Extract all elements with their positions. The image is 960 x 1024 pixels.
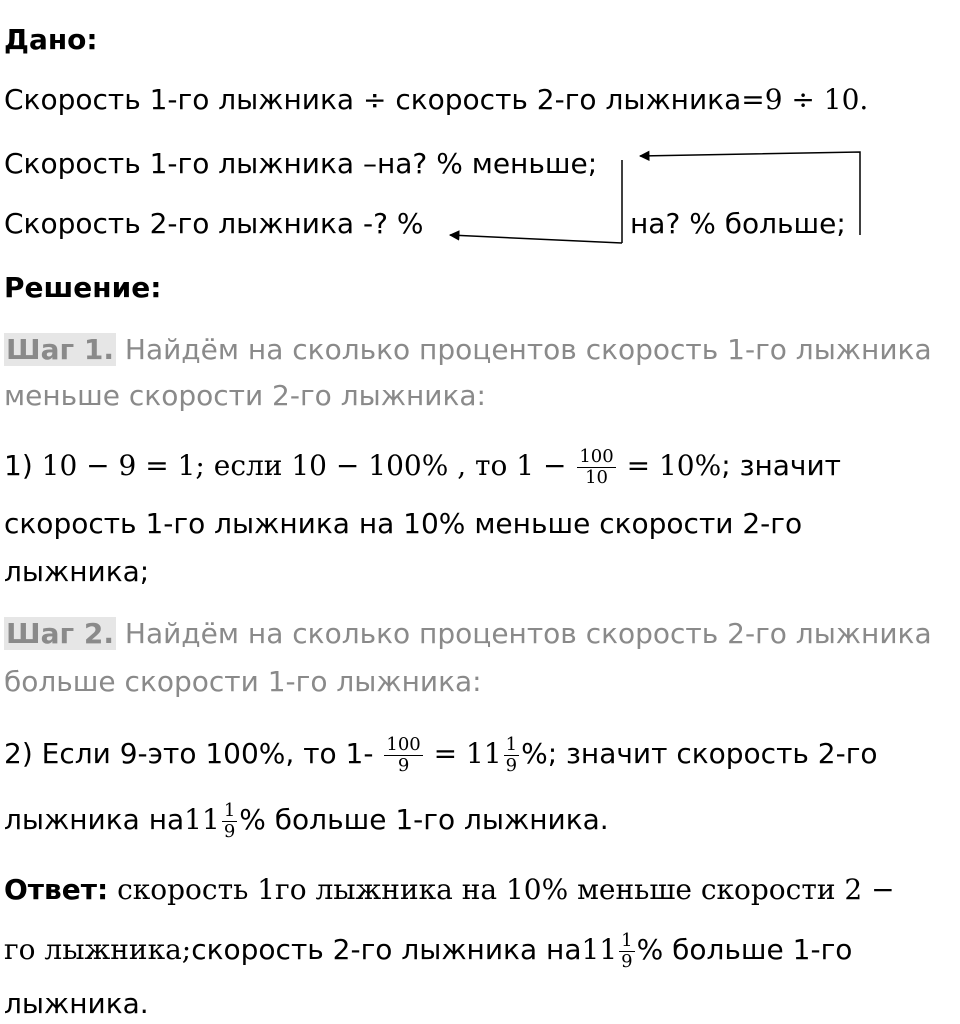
step2-text-b: больше скорости 1-го лыжника: bbox=[4, 665, 482, 698]
calc2-mixed-fraction bbox=[504, 735, 519, 776]
calc1-fraction bbox=[577, 447, 615, 488]
given-heading: Дано: bbox=[4, 23, 98, 56]
answer-text-d: % больше 1-го bbox=[636, 933, 853, 966]
calc1-line2: скорость 1-го лыжника на 10% меньше скорости 2-го bbox=[4, 507, 803, 540]
answer-line3: лыжника. bbox=[4, 987, 149, 1020]
answer-math: 11 bbox=[581, 933, 618, 966]
step1-text-a: Найдём на сколько процентов скорость 1-го лыжника bbox=[115, 333, 932, 366]
calc2-frac-den: 9 bbox=[397, 754, 410, 776]
calc1-math-d: = 10% bbox=[626, 449, 722, 482]
calc1-math-a: 10 − 9 = 1 bbox=[41, 449, 196, 482]
calc2-fraction bbox=[384, 735, 422, 776]
calc2-tail: %; значит скорость 2-го bbox=[521, 737, 878, 770]
given-speed2-line: Скорость 2-го лыжника -? % bbox=[4, 207, 424, 240]
given-ratio-text: Скорость 1-го лыжника ÷ скорость 2-го лыжника= bbox=[4, 83, 765, 116]
calc2-line2-fraction bbox=[222, 801, 237, 842]
answer-num: 1 bbox=[621, 929, 633, 951]
calc1-tail: ; значит bbox=[721, 449, 841, 482]
calc1-line bbox=[4, 446, 841, 488]
arrow-to-speed1 bbox=[640, 152, 860, 235]
step1-text-b: меньше скорости 2-го лыжника: bbox=[4, 379, 486, 412]
step2-label: Шаг 2. bbox=[6, 617, 114, 650]
answer-text-b: го лыжника; bbox=[4, 933, 192, 966]
answer-text-a: скорость 1го лыжника на 10% меньше скорости 2 − bbox=[108, 873, 895, 906]
step1-label: Шаг 1. bbox=[6, 333, 114, 366]
calc1-then: , то bbox=[448, 449, 517, 482]
calc2-line2-math: 11 bbox=[184, 803, 220, 836]
calc1-if: ; если bbox=[195, 449, 292, 482]
calc1-math-b: 10 − 100% bbox=[291, 449, 449, 482]
calc2-line2-a: лыжника на bbox=[4, 803, 185, 836]
calc1-math-c: 1 − bbox=[516, 449, 567, 482]
calc2-prefix: 2) Если 9-это 100%, то 1- bbox=[4, 737, 374, 770]
answer-text-c: скорость 2-го лыжника на bbox=[191, 933, 582, 966]
calc2-line2 bbox=[4, 800, 609, 842]
calc2-frac-num: 100 bbox=[386, 733, 421, 755]
calc1-line3: лыжника; bbox=[4, 555, 150, 588]
calc2-line2-b: % больше 1-го лыжника. bbox=[239, 803, 609, 836]
calc2-math-eq: = 11 bbox=[433, 737, 502, 770]
step2-line bbox=[4, 614, 932, 654]
answer-label: Ответ: bbox=[4, 873, 109, 906]
step2-text-a: Найдём на сколько процентов скорость 2-го лыжника bbox=[115, 617, 932, 650]
calc2-line bbox=[4, 734, 878, 776]
calc1-frac-num: 100 bbox=[579, 445, 614, 467]
arrow-diagram bbox=[0, 0, 960, 260]
calc1-frac-den: 10 bbox=[585, 466, 608, 488]
given-speed1-line: Скорость 1-го лыжника –на? % меньше; bbox=[4, 147, 598, 180]
answer-fraction bbox=[619, 931, 634, 972]
step1-line bbox=[4, 330, 932, 370]
calc2-line2-den: 9 bbox=[223, 820, 236, 842]
calc2-mixed-num: 1 bbox=[505, 733, 518, 755]
given-ratio-math: 9 ÷ 10. bbox=[764, 83, 869, 116]
calc2-line2-num: 1 bbox=[223, 799, 236, 821]
given-side-note: на? % больше; bbox=[630, 207, 846, 240]
solution-heading: Решение: bbox=[4, 271, 162, 304]
answer-line2 bbox=[4, 930, 852, 972]
answer-line bbox=[4, 870, 895, 910]
calc1-prefix: 1) bbox=[4, 449, 42, 482]
calc2-mixed-den: 9 bbox=[505, 754, 518, 776]
answer-den: 9 bbox=[621, 950, 633, 972]
arrow-to-speed2 bbox=[450, 235, 622, 243]
